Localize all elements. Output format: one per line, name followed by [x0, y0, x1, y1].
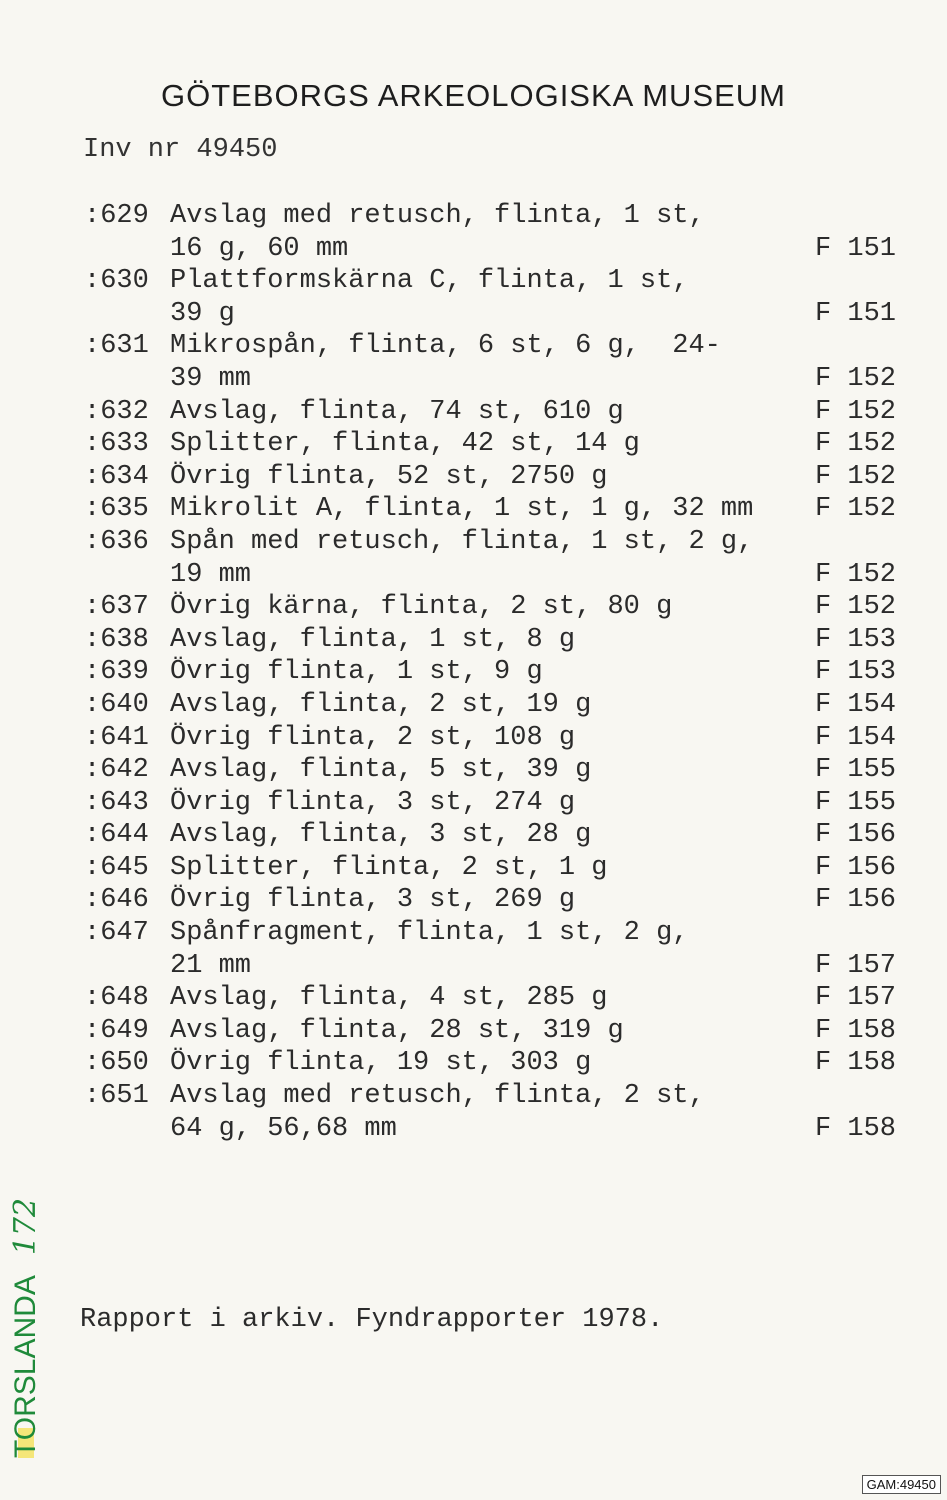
archive-code: GAM:49450 [862, 1475, 941, 1494]
entry-row [0, 233, 947, 266]
entry-field-ref: F 151 [815, 233, 897, 264]
entry-description: 21 mm [170, 950, 252, 981]
entry-row [0, 428, 947, 461]
entry-number: :651 [84, 1081, 149, 1112]
entry-field-ref: F 155 [815, 787, 897, 818]
entry-field-ref: F 156 [815, 820, 897, 851]
entry-description: Avslag, flinta, 74 st, 610 g [170, 396, 624, 427]
entry-description: Övrig flinta, 3 st, 274 g [170, 787, 576, 818]
entry-field-ref: F 152 [815, 461, 897, 492]
entry-description: 39 mm [170, 363, 252, 394]
entry-field-ref: F 158 [815, 1113, 897, 1144]
entry-row [0, 787, 947, 820]
entry-number: :629 [84, 201, 149, 231]
entry-field-ref: F 158 [815, 1015, 897, 1046]
entry-number: :639 [84, 657, 149, 688]
entry-description: Splitter, flinta, 42 st, 14 g [170, 429, 640, 460]
entry-number: :642 [84, 755, 149, 786]
entry-description: Spånfragment, flinta, 1 st, 2 g, [170, 918, 689, 949]
entry-description: Avslag, flinta, 2 st, 19 g [170, 689, 592, 720]
inventory-number: Inv nr 49450 [83, 135, 278, 165]
entry-number: :633 [84, 429, 149, 460]
entry-row [0, 852, 947, 885]
entry-description: 64 g, 56,68 mm [170, 1113, 397, 1144]
entry-number: :646 [84, 885, 149, 916]
entry-description: Avslag, flinta, 3 st, 28 g [170, 820, 592, 851]
entry-number: :645 [84, 852, 149, 883]
entry-row [0, 396, 947, 429]
entry-row [0, 298, 947, 331]
entry-number: :648 [84, 983, 149, 1014]
entry-number: :638 [84, 624, 149, 655]
entry-row [0, 1113, 947, 1146]
entry-number: :650 [84, 1048, 149, 1079]
entry-field-ref: F 156 [815, 852, 897, 883]
entry-description: Splitter, flinta, 2 st, 1 g [170, 852, 608, 883]
entry-field-ref: F 152 [815, 592, 897, 623]
entry-field-ref: F 157 [815, 983, 897, 1014]
entry-row [0, 265, 947, 298]
entry-description: Plattformskärna C, flinta, 1 st, [170, 266, 689, 297]
entry-row [0, 689, 947, 722]
entry-row [0, 884, 947, 917]
entry-description: 19 mm [170, 559, 252, 590]
entry-number: :647 [84, 918, 149, 949]
entry-description: Mikrospån, flinta, 6 st, 6 g, 24- [170, 331, 721, 362]
entry-description: Avslag med retusch, flinta, 1 st, [170, 201, 705, 231]
entry-description: 39 g [170, 298, 235, 329]
entry-description: Övrig flinta, 1 st, 9 g [170, 657, 543, 688]
entry-row [0, 526, 947, 559]
entry-row [0, 819, 947, 852]
entry-field-ref: F 156 [815, 885, 897, 916]
stamp-place: TORSLANDA [9, 1275, 42, 1458]
entry-field-ref: F 158 [815, 1048, 897, 1079]
entry-row [0, 624, 947, 657]
entry-number: :635 [84, 494, 149, 525]
entry-number: :640 [84, 689, 149, 720]
entry-row [0, 656, 947, 689]
report-note: Rapport i arkiv. Fyndrapporter 1978. [80, 1305, 664, 1335]
entry-number: :632 [84, 396, 149, 427]
entry-description: Avslag, flinta, 5 st, 39 g [170, 755, 592, 786]
entry-number: :641 [84, 722, 149, 753]
entry-number: :630 [84, 266, 149, 297]
entry-description: Avslag, flinta, 1 st, 8 g [170, 624, 576, 655]
entry-field-ref: F 152 [815, 363, 897, 394]
entry-field-ref: F 153 [815, 624, 897, 655]
entry-row [0, 754, 947, 787]
entry-row [0, 591, 947, 624]
entry-row [0, 917, 947, 950]
entry-description: Avslag, flinta, 4 st, 285 g [170, 983, 608, 1014]
entry-description: Övrig kärna, flinta, 2 st, 80 g [170, 592, 673, 623]
entry-row [0, 722, 947, 755]
entry-field-ref: F 153 [815, 657, 897, 688]
entry-description: Avslag med retusch, flinta, 2 st, [170, 1081, 705, 1112]
entry-field-ref: F 151 [815, 298, 897, 329]
museum-title: GÖTEBORGS ARKEOLOGISKA MUSEUM [160, 78, 787, 113]
entry-row [0, 1015, 947, 1048]
entry-row [0, 330, 947, 363]
entry-row [0, 1080, 947, 1113]
entry-row [0, 559, 947, 592]
entry-description: Övrig flinta, 52 st, 2750 g [170, 461, 608, 492]
entry-description: Övrig flinta, 2 st, 108 g [170, 722, 576, 753]
entry-number: :649 [84, 1015, 149, 1046]
entry-description: 16 g, 60 mm [170, 233, 349, 264]
entry-field-ref: F 152 [815, 429, 897, 460]
entry-field-ref: F 152 [815, 559, 897, 590]
entry-description: Spån med retusch, flinta, 1 st, 2 g, [170, 526, 754, 557]
entry-field-ref: F 152 [815, 494, 897, 525]
entry-field-ref: F 154 [815, 722, 897, 753]
entry-field-ref: F 157 [815, 950, 897, 981]
entry-description: Övrig flinta, 3 st, 269 g [170, 885, 576, 916]
entry-description: Mikrolit A, flinta, 1 st, 1 g, 32 mm [170, 494, 754, 525]
entry-field-ref: F 155 [815, 755, 897, 786]
entry-number: :636 [84, 526, 149, 557]
entry-row [0, 1047, 947, 1080]
entry-field-ref: F 152 [815, 396, 897, 427]
entry-description: Avslag, flinta, 28 st, 319 g [170, 1015, 624, 1046]
entry-list [0, 200, 947, 1145]
entry-number: :637 [84, 592, 149, 623]
stamp-number: 172 [8, 1197, 43, 1256]
entry-number: :631 [84, 331, 149, 362]
entry-row [0, 461, 947, 494]
entry-row [0, 493, 947, 526]
entry-description: Övrig flinta, 19 st, 303 g [170, 1048, 592, 1079]
entry-number: :643 [84, 787, 149, 818]
entry-number: :644 [84, 820, 149, 851]
entry-row [0, 982, 947, 1015]
location-stamp [8, 1198, 43, 1458]
entry-row [0, 200, 947, 233]
entry-number: :634 [84, 461, 149, 492]
entry-row [0, 363, 947, 396]
entry-field-ref: F 154 [815, 689, 897, 720]
entry-row [0, 950, 947, 983]
